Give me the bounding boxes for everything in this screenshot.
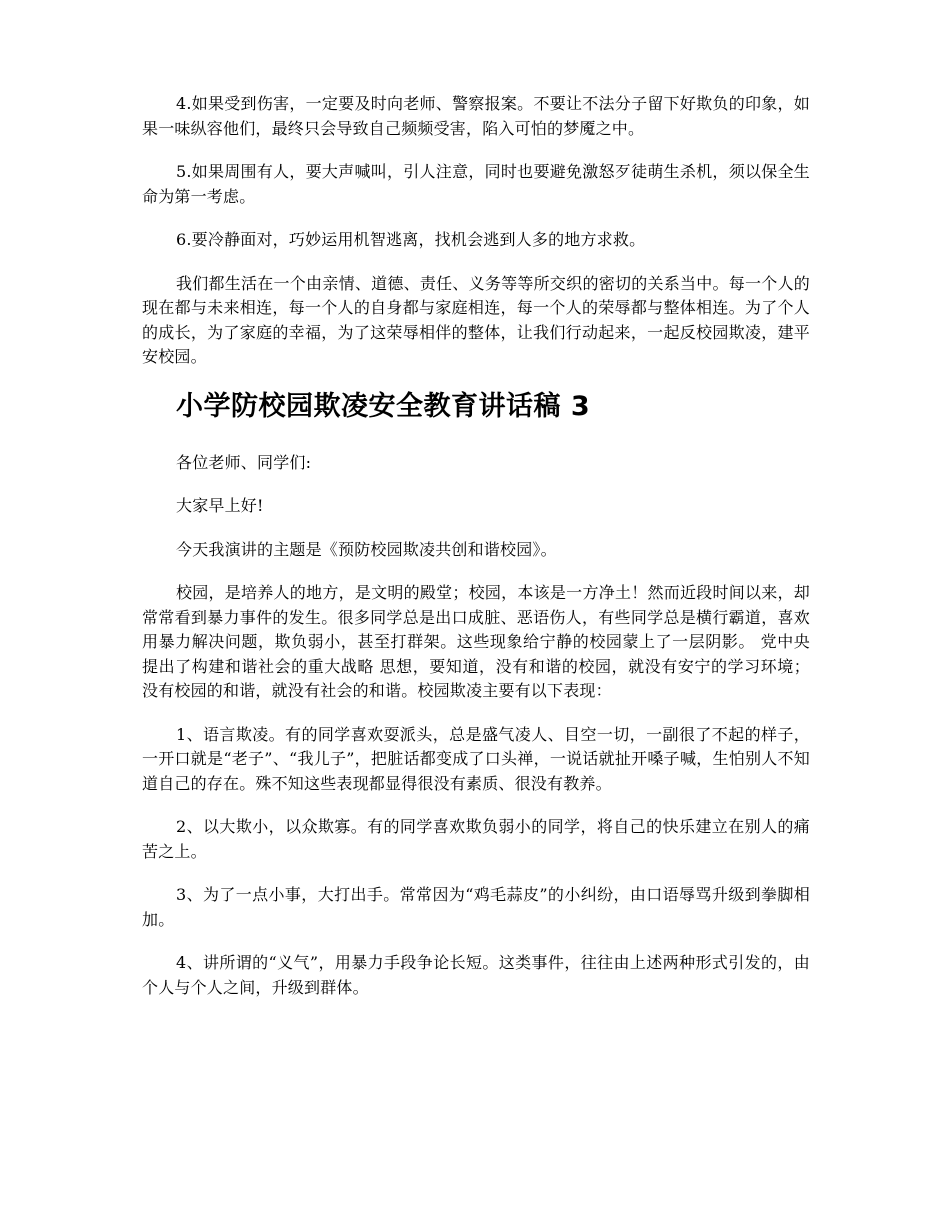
salutation: 各位老师、同学们:: [176, 452, 312, 472]
paragraph: 今天我演讲的主题是《预防校园欺凌共创和谐校园》。: [176, 539, 557, 559]
list-item: 1、语言欺凌。有的同学喜欢耍派头，总是盛气凌人、目空一切，一副很了不起的样子，一开口就是“老子”、“我儿子”，把脏话都变成了口头禅，一说话就扯开嗓子喊，生怕别人不知道自己的存在。殊不知这些表现都显得很没有素质、很没有教养。: [142, 724, 810, 793]
paragraph: 6.要冷静面对，巧妙运用机智逃离，找机会逃到人多的地方求救。: [176, 230, 646, 249]
paragraph: 校园，是培养人的地方，是文明的殿堂；校园，本该是一方净土！然而近段时间以来，却常常看到暴力事件的发生。很多同学总是出口成脏、恶语伤人，有些同学总是横行霸道，喜欢用暴力解决问题，欺负弱小，甚至打群架。这些现象给宁静的校园蒙上了一层阴影。 党中央提出了构建和谐社会的重大战略 思想，要知道，没有和谐的校园，就没有安宁的学习环境；没有校园的和谐，就没有社会的和谐。校园欺凌主要有以下表现：: [142, 583, 810, 700]
document-body: [142, 92, 810, 1019]
list-item: 2、以大欺小，以众欺寡。有的同学喜欢欺负弱小的同学，将自己的快乐建立在别人的痛苦之上。: [142, 817, 810, 861]
list-item: 4、讲所谓的“义气”，用暴力手段争论长短。这类事件，往往由上述两种形式引发的，由个人与个人之间，升级到群体。: [142, 953, 810, 997]
greeting: 大家早上好!: [176, 496, 264, 515]
list-item: 3、为了一点小事，大打出手。常常因为“鸡毛蒜皮”的小纠纷，由口语辱骂升级到拳脚相加。: [142, 885, 810, 929]
paragraph: 4.如果受到伤害，一定要及时向老师、警察报案。不要让不法分子留下好欺负的印象，如果一味纵容他们，最终只会导致自己频频受害，陷入可怕的梦魇之中。: [142, 94, 810, 138]
section-title: 小学防校园欺凌安全教育讲话稿 3: [176, 390, 591, 422]
paragraph: 我们都生活在一个由亲情、道德、责任、义务等等所交织的密切的关系当中。每一个人的现在都与未来相连，每一个人的自身都与家庭相连，每一个人的荣辱都与整体相连。为了个人的成长，为了家庭的幸福，为了这荣辱相伴的整体，让我们行动起来，一起反校园欺凌，建平安校园。: [142, 273, 810, 366]
paragraph: 5.如果周围有人，要大声喊叫，引人注意，同时也要避免激怒歹徒萌生杀机，须以保全生命为第一考虑。: [142, 162, 810, 206]
